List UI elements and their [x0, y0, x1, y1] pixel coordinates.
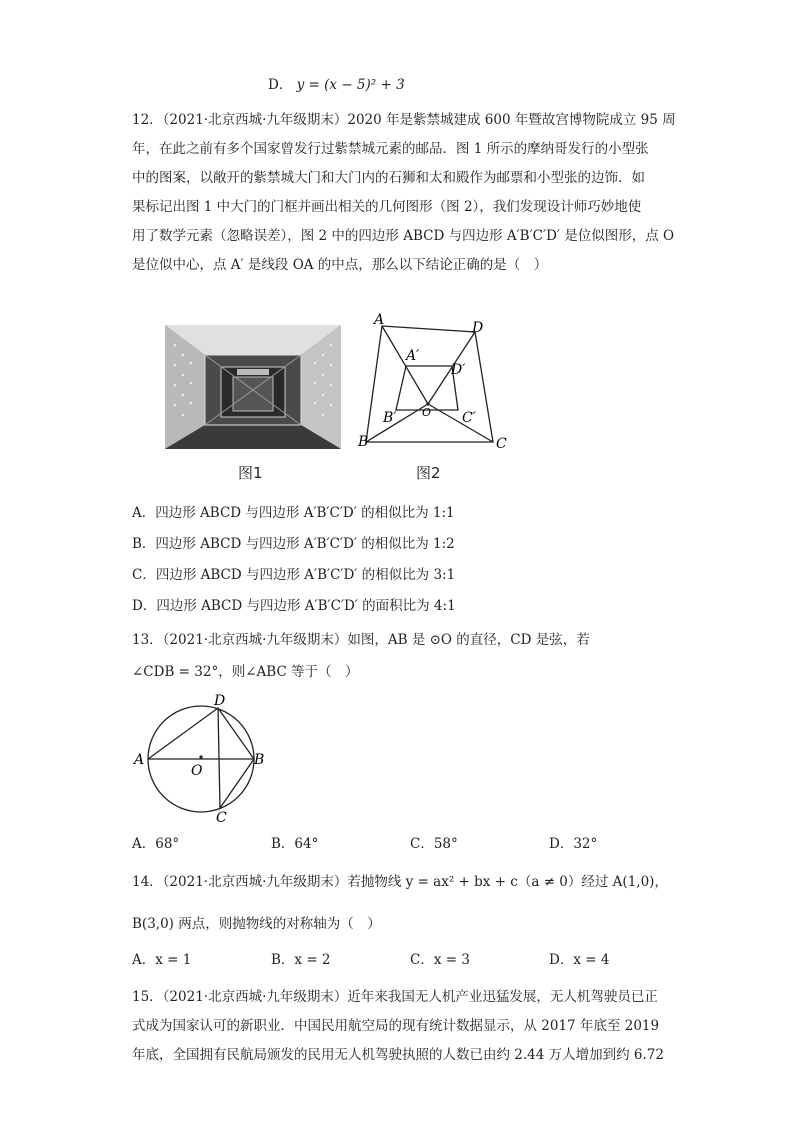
q13-option-d: D．32°: [549, 836, 598, 852]
q11-option-d-formula: y = (x − 5)² + 3: [296, 77, 405, 93]
q14-option-b: B．x = 2: [271, 952, 331, 968]
q14-option-a: A．x = 1: [132, 952, 192, 968]
q14-option-d: D．x = 4: [549, 952, 610, 968]
q13-circle-diagram: [130, 690, 275, 825]
fig1-photo-drawing: [165, 325, 341, 449]
label-A: A: [134, 752, 145, 768]
q13-line1: 13．（2021·北京西城·九年级期末）如图，AB 是 ⊙O 的直径，CD 是弦，若: [132, 632, 590, 648]
q14-option-c: C．x = 3: [410, 952, 470, 968]
label-O: O: [422, 406, 432, 419]
label-D: D: [472, 320, 484, 336]
fig2-diagram: [350, 310, 520, 455]
label-D-prime: D′: [451, 362, 466, 378]
q12-option-c: C．四边形 ABCD 与四边形 A′B′C′D′ 的相似比为 3:1: [132, 567, 456, 583]
q12-line: 12．（2021·北京西城·九年级期末）2020 年是紫禁城建成 600 年暨故宫博物院成立 95 周: [132, 112, 676, 128]
fig1-gate-photo: [165, 325, 341, 449]
q14-line1: 14．（2021·北京西城·九年级期末）若抛物线 y = ax² + bx + c（a ≠ 0）经过 A(1,0)，: [132, 874, 668, 890]
q12-option-d: D．四边形 ABCD 与四边形 A′B′C′D′ 的面积比为 4:1: [132, 598, 456, 614]
q15-line: 年底，全国拥有民航局颁发的民用无人机驾驶执照的人数已由约 2.44 万人增加到约 6.72: [132, 1047, 664, 1063]
label-C: C: [216, 810, 227, 825]
q12-line: 用了数学元素（忽略误差），图 2 中的四边形 ABCD 与四边形 A′B′C′D′ 是位似图形，点 O: [132, 228, 675, 244]
q13-option-c: C．58°: [410, 836, 458, 852]
q12-line: 年，在此之前有多个国家曾发行过紫禁城元素的邮品．图 1 所示的摩纳哥发行的小型张: [132, 141, 649, 157]
label-C-prime: C′: [462, 410, 476, 426]
label-O: O: [191, 763, 203, 779]
q12-option-b: B．四边形 ABCD 与四边形 A′B′C′D′ 的相似比为 1:2: [132, 536, 455, 552]
q13-option-a: A．68°: [132, 836, 180, 852]
q13-line2: ∠CDB = 32°，则∠ABC 等于（ ）: [132, 664, 359, 680]
q11-option-d-letter: D．: [268, 77, 293, 93]
q15-line: 式成为国家认可的新职业．中国民用航空局的现有统计数据显示，从 2017 年底至 2019: [132, 1018, 660, 1034]
q15-stem: [132, 983, 662, 1070]
fig2-caption: 图2: [416, 464, 441, 482]
fig1-caption: 图1: [238, 464, 263, 482]
label-A: A: [374, 312, 385, 328]
q12-option-a: A．四边形 ABCD 与四边形 A′B′C′D′ 的相似比为 1:1: [132, 505, 455, 521]
label-A-prime: A′: [406, 348, 420, 364]
q12-stem: [132, 106, 676, 280]
q12-line: 中的图案，以敞开的紫禁城大门和大门内的石狮和太和殿作为邮票和小型张的边饰．如: [132, 170, 645, 186]
q11-option-d: [268, 73, 405, 93]
q13-option-b: B．64°: [271, 836, 319, 852]
label-B-prime: B′: [383, 410, 397, 426]
label-B: B: [254, 752, 265, 768]
label-D: D: [214, 693, 226, 709]
q14-line2: B(3,0) 两点，则抛物线的对称轴为（ ）: [132, 916, 381, 932]
label-B: B: [358, 434, 369, 450]
q12-line: 是位似中心，点 A′ 是线段 OA 的中点，那么以下结论正确的是（ ）: [132, 257, 548, 273]
label-C: C: [496, 436, 507, 452]
q12-line: 果标记出图 1 中大门的门框并画出相关的几何图形（图 2），我们发现设计师巧妙地使: [132, 199, 642, 215]
q15-line: 15．（2021·北京西城·九年级期末）近年来我国无人机产业迅猛发展，无人机驾驶员已正: [132, 989, 658, 1005]
